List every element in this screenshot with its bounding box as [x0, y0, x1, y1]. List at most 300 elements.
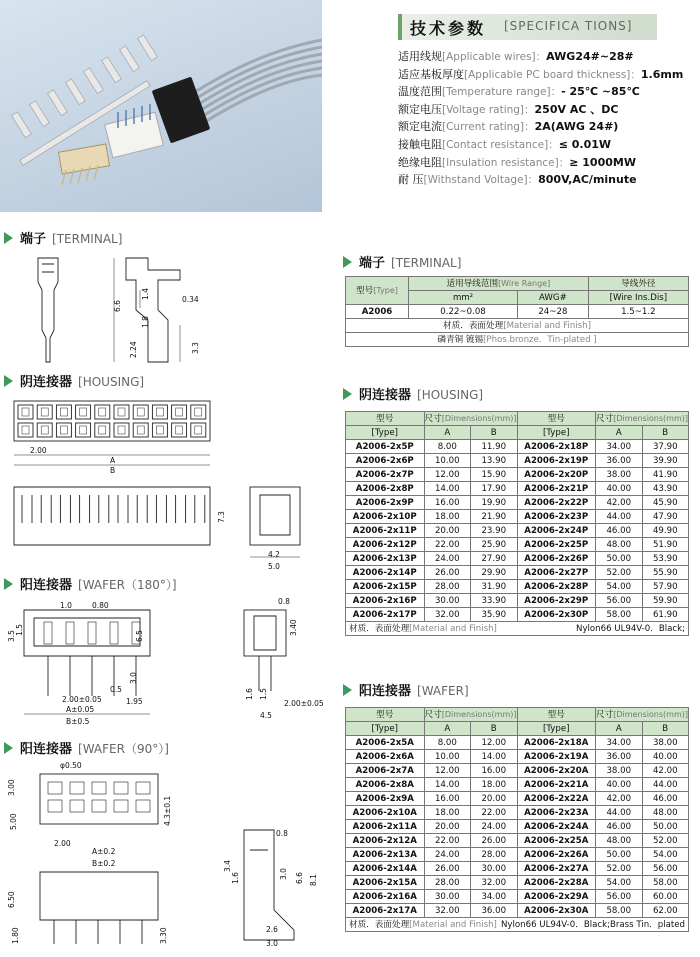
type-cell: A2006-2x27A [517, 862, 596, 876]
spec-label-en: [Voltage rating]： [442, 103, 535, 116]
housing-drawing [10, 395, 320, 570]
table-row [346, 890, 689, 904]
dim-cell: 58.00 [596, 608, 642, 622]
spec-value: 2A(AWG 24#) [534, 120, 619, 134]
wafer-table: 型号 尺寸[Dimensions(mm)] 型号 尺寸[Dimensions(mm)] [Type] A B [Type] A B A2006-2x5A 8.00 12.00 A2006-2x18A 34.00 38.00 A2006-2x6A 10.00 14.00 A2006-2x19A 36.00 40.00 A2006-2x7A 12.00 16.00 A2006-2x20A 38.00 42.00 A2006-2x8A 14.00 18.00 A2006-2x21A 40.00 44.00 A2006-2x9A 16.00 20.00 A2006-2x22A 42.00 46.00 A2006-2x10A 18.00 22.00 A2006-2x23A 44.00 48.00 A2006-2x11A 20.00 24.00 A2006-2x24A 46.00 50.00 A2006-2x12A 22.00 26.00 A2006-2x25A 48.00 52.00 A2006-2x13A 24.00 28.00 A2006-2x26A 50.00 54.00 A2006-2x14A 26.00 30.00 A2006-2x27A 52.00 56.00 A2006-2x15A 28.00 32.00 A2006-2x28A 54.00 58.00 A2006-2x16A 30.00 34.00 A2006-2x29A 56.00 60.00 A2006-2x17A 32.00 36.00 A2006-2x30A 58.00 62.00 材质．表面处理[Material and Finish] Nylon66 UL94V-0．Black;Brass Tin．plated [345, 707, 689, 932]
section-housing-cn: 阴连接器 [20, 375, 73, 390]
dim-cell: 56.00 [596, 594, 642, 608]
type-cell: A2006-2x23A [517, 806, 596, 820]
dim-cell: 45.90 [642, 496, 688, 510]
dim-cell: 32.00 [424, 904, 470, 918]
dim-cell: 50.00 [642, 820, 688, 834]
housing-material-row: 材质．表面处理[Material and Finish] Nylon66 UL94V-0．Black; [346, 622, 689, 636]
type-cell: A2006-2x7P [346, 468, 425, 482]
dim-cell: 59.90 [642, 594, 688, 608]
dim-cell: 34.00 [596, 736, 642, 750]
table-row [346, 538, 689, 552]
section-wafer180-heading [4, 574, 177, 593]
type-cell: A2006-2x17A [346, 904, 425, 918]
dim-cell: 11.90 [471, 440, 517, 454]
dimension-label: 0.34 [182, 295, 199, 304]
type-cell: A2006-2x8P [346, 482, 425, 496]
type-cell: A2006-2x5P [346, 440, 425, 454]
table-row [346, 468, 689, 482]
dimension-label: B±0.5 [66, 717, 90, 726]
dimension-label: φ0.50 [60, 761, 82, 770]
type-cell: A2006-2x28P [517, 580, 596, 594]
dim-cell: 32.00 [424, 608, 470, 622]
terminal-awg-header: AWG# [518, 291, 589, 305]
terminal-material-row: 材质．表面处理[Material and Finish] [346, 319, 689, 333]
dim-cell: 42.00 [642, 764, 688, 778]
type-cell: A2006-2x22P [517, 496, 596, 510]
dim-cell: 22.00 [424, 538, 470, 552]
dim-cell: 46.00 [596, 524, 642, 538]
dimension-label: 3.00 [7, 779, 16, 796]
dim-cell: 8.00 [424, 736, 470, 750]
housing-type-header-2: 型号 [517, 412, 596, 426]
dim-cell: 58.00 [642, 876, 688, 890]
dim-cell: 19.90 [471, 496, 517, 510]
type-cell: A2006-2x15P [346, 580, 425, 594]
section-wafer90-en: [WAFER（90°）] [78, 742, 169, 756]
table-wafer-title-en: [WAFER] [417, 684, 469, 698]
type-cell: A2006-2x9P [346, 496, 425, 510]
spec-label-en: [Current rating]： [442, 121, 535, 134]
dimension-label: 2.00±0.05 [284, 699, 324, 708]
dim-cell: 36.00 [596, 454, 642, 468]
table-row [346, 454, 689, 468]
type-cell: A2006-2x25P [517, 538, 596, 552]
dimension-label: 3.40 [289, 619, 298, 636]
dim-cell: 60.00 [642, 890, 688, 904]
type-cell: A2006-2x24P [517, 524, 596, 538]
table-row [346, 566, 689, 580]
type-cell: A2006-2x7A [346, 764, 425, 778]
table-housing-title-en: [HOUSING] [417, 388, 484, 402]
dimension-label: 3.0 [129, 672, 138, 684]
dim-cell: 38.00 [596, 468, 642, 482]
dim-cell: 21.90 [471, 510, 517, 524]
dimension-label: B±0.2 [92, 859, 116, 868]
dim-cell: 27.90 [471, 552, 517, 566]
section-housing-heading [4, 371, 144, 390]
dim-cell: 17.90 [471, 482, 517, 496]
dim-cell: 30.00 [424, 890, 470, 904]
dimension-label: 1.5 [15, 624, 24, 636]
dimension-label: 3.3 [191, 342, 200, 354]
wafer-type-header-1: 型号 [346, 708, 425, 722]
table-row [346, 524, 689, 538]
type-cell: A2006-2x10A [346, 806, 425, 820]
dimension-label: 0.5 [110, 685, 122, 694]
type-cell: A2006-2x24A [517, 820, 596, 834]
dim-cell: 48.00 [642, 806, 688, 820]
type-cell: A2006-2x19P [517, 454, 596, 468]
dim-cell: 28.00 [471, 848, 517, 862]
dim-cell: 40.00 [596, 482, 642, 496]
table-row [346, 510, 689, 524]
type-cell: A2006-2x25A [517, 834, 596, 848]
type-cell: A2006-2x29P [517, 594, 596, 608]
product-photo [0, 0, 322, 212]
table-row [346, 862, 689, 876]
table-terminal-title-en: [TERMINAL] [391, 256, 462, 270]
terminal-od-header: 导线外径 [588, 277, 688, 291]
spec-label-cn: 额定电压 [398, 102, 442, 116]
dim-cell: 44.00 [596, 806, 642, 820]
spec-value: ≤ 0.01W [558, 138, 612, 151]
dimension-label: 6.5 [135, 630, 144, 642]
terminal-mm2-header: mm² [409, 291, 518, 305]
table-row [346, 820, 689, 834]
table-wafer-heading [343, 680, 469, 699]
type-cell: A2006-2x20P [517, 468, 596, 482]
triangle-bullet-icon [4, 578, 13, 590]
spec-line [398, 48, 634, 64]
spec-value: 250V AC 、DC [534, 102, 619, 116]
terminal-range-header: 适用导线范围[Wire Range] [409, 277, 589, 291]
dim-cell: 39.90 [642, 454, 688, 468]
spec-label-en: [Withstand Voltage]： [423, 174, 539, 187]
dimension-label: 0.80 [92, 601, 109, 610]
triangle-bullet-icon [343, 388, 352, 400]
type-cell: A2006-2x8A [346, 778, 425, 792]
type-cell: A2006-2x29A [517, 890, 596, 904]
table-row [346, 778, 689, 792]
type-cell: A2006-2x6A [346, 750, 425, 764]
dim-cell: 46.00 [642, 792, 688, 806]
dimension-label: 5.0 [268, 562, 280, 571]
type-cell: A2006-2x14A [346, 862, 425, 876]
spec-line [398, 66, 683, 82]
dim-cell: 29.90 [471, 566, 517, 580]
dim-cell: 62.00 [642, 904, 688, 918]
spec-label-cn: 耐 压 [398, 173, 424, 187]
dimension-label: 2.00 [54, 839, 71, 848]
dim-cell: 24.00 [471, 820, 517, 834]
dimension-label: 4.2 [268, 550, 280, 559]
dimension-label: B [110, 466, 116, 475]
housing-dim-header-2: 尺寸[Dimensions(mm)] [596, 413, 688, 424]
dimension-label: 1.80 [11, 927, 20, 944]
dim-cell: 34.00 [596, 440, 642, 454]
dim-cell: 46.00 [596, 820, 642, 834]
dim-cell: 51.90 [642, 538, 688, 552]
dimension-label: 2.00 [30, 446, 47, 455]
spec-label-en: [Insulation resistance]： [442, 156, 570, 169]
section-terminal-heading [4, 228, 122, 247]
spec-value: ≥ 1000MW [569, 155, 636, 169]
dim-cell: 33.90 [471, 594, 517, 608]
spec-value: 1.6mm [640, 67, 684, 81]
dimension-label: 3.0 [279, 868, 288, 880]
spec-label-cn: 额定电流 [398, 120, 442, 134]
table-row [346, 876, 689, 890]
dimension-label: 2.6 [266, 925, 278, 934]
dim-cell: 35.90 [471, 608, 517, 622]
dim-cell: 54.00 [596, 580, 642, 594]
dim-cell: 20.00 [424, 820, 470, 834]
dim-cell: 38.00 [642, 736, 688, 750]
dim-cell: 10.00 [424, 750, 470, 764]
dim-cell: 28.00 [424, 580, 470, 594]
section-housing-en: [HOUSING] [78, 375, 145, 389]
dim-cell: 50.00 [596, 552, 642, 566]
type-cell: A2006-2x27P [517, 566, 596, 580]
dim-cell: 48.00 [596, 834, 642, 848]
dim-cell: 8.00 [424, 440, 470, 454]
terminal-dim-labels [113, 288, 200, 358]
table-row [346, 764, 689, 778]
dimension-label: 1.95 [126, 697, 143, 706]
type-cell: A2006-2x14P [346, 566, 425, 580]
spec-label-cn: 温度范围 [398, 85, 442, 99]
dimension-label: 6.6 [113, 300, 122, 312]
table-row [346, 580, 689, 594]
spec-line [398, 136, 611, 152]
dim-cell: 28.00 [424, 876, 470, 890]
dim-cell: 57.90 [642, 580, 688, 594]
section-terminal-cn: 端子 [20, 232, 47, 247]
dimension-label: A±0.05 [66, 705, 95, 714]
type-cell: A2006-2x28A [517, 876, 596, 890]
dimension-label: 6.50 [7, 891, 16, 908]
dim-cell: 25.90 [471, 538, 517, 552]
type-cell: A2006-2x21P [517, 482, 596, 496]
table-row [346, 496, 689, 510]
type-cell: A2006-2x22A [517, 792, 596, 806]
type-cell: A2006-2x30A [517, 904, 596, 918]
dim-cell: 30.00 [471, 862, 517, 876]
dimension-label: 2.24 [129, 341, 138, 358]
type-cell: A2006-2x12P [346, 538, 425, 552]
dim-cell: 16.00 [424, 792, 470, 806]
dim-cell: 34.00 [471, 890, 517, 904]
dim-cell: 53.90 [642, 552, 688, 566]
dimension-label: 1.6 [245, 688, 254, 700]
dimension-label: 0.8 [278, 597, 290, 606]
wafer180-drawing [4, 596, 324, 726]
dimension-label: 5.00 [9, 813, 18, 830]
table-row [346, 608, 689, 622]
type-cell: A2006-2x19A [517, 750, 596, 764]
section-wafer180-en: [WAFER（180°）] [78, 578, 177, 592]
terminal-table [345, 276, 689, 347]
dim-cell: 50.00 [596, 848, 642, 862]
product-photo-illustration [0, 0, 322, 212]
type-cell: A2006-2x26A [517, 848, 596, 862]
dim-cell: 31.90 [471, 580, 517, 594]
dim-cell: 18.00 [471, 778, 517, 792]
triangle-bullet-icon [4, 232, 13, 244]
dim-cell: 56.00 [642, 862, 688, 876]
dim-cell: 24.00 [424, 552, 470, 566]
table-row [346, 904, 689, 918]
dim-cell: 32.00 [471, 876, 517, 890]
dimension-label: 7.3 [217, 511, 226, 523]
spec-value: AWG24#~28# [546, 50, 634, 63]
dim-cell: 40.00 [642, 750, 688, 764]
dimension-label: 0.8 [276, 829, 288, 838]
spec-value: - 25℃ ~85℃ [561, 85, 640, 99]
table-housing-heading [343, 384, 483, 403]
wafer-dim-header-2: 尺寸[Dimensions(mm)] [596, 709, 688, 720]
dim-cell: 15.90 [471, 468, 517, 482]
spec-label-cn: 接触电阻 [398, 138, 442, 151]
spec-label-cn: 适应基板厚度 [398, 67, 464, 81]
triangle-bullet-icon [4, 742, 13, 754]
housing-type-header-1: 型号 [346, 412, 425, 426]
dim-cell: 54.00 [596, 876, 642, 890]
dim-cell: 37.90 [642, 440, 688, 454]
spec-line [398, 83, 640, 99]
wafer-dim-header-1: 尺寸[Dimensions(mm)] [424, 709, 517, 720]
dim-cell: 24.00 [424, 848, 470, 862]
spec-label-en: [Temperature range]： [442, 86, 562, 99]
dim-cell: 42.00 [596, 792, 642, 806]
dim-cell: 26.00 [471, 834, 517, 848]
dim-cell: 20.00 [471, 792, 517, 806]
spec-line [398, 118, 618, 134]
housing-table: 型号 尺寸[Dimensions(mm)] 型号 尺寸[Dimensions(mm)] [Type] A B [Type] A B A2006-2x5P 8.00 11.90 A2006-2x18P 34.00 37.90 A2006-2x6P 10.00 13.90 A2006-2x19P 36.00 39.90 A2006-2x7P 12.00 15.90 A2006-2x20P 38.00 41.90 A2006-2x8P 14.00 17.90 A2006-2x21P 40.00 43.90 A2006-2x9P 16.00 19.90 A2006-2x22P 42.00 45.90 A2006-2x10P 18.00 21.90 A2006-2x23P 44.00 47.90 A2006-2x11P 20.00 23.90 A2006-2x24P 46.00 49.90 A2006-2x12P 22.00 25.90 A2006-2x25P 48.00 51.90 A2006-2x13P 24.00 27.90 A2006-2x26P 50.00 53.90 A2006-2x14P 26.00 29.90 A2006-2x27P 52.00 55.90 A2006-2x15P 28.00 31.90 A2006-2x28P 54.00 57.90 A2006-2x16P 30.00 33.90 A2006-2x29P 56.00 59.90 A2006-2x17P 32.00 35.90 A2006-2x30P 58.00 61.90 材质．表面处理[Material and Finish] Nylon66 UL94V-0．Black; [345, 411, 689, 636]
dimension-label: 1.8 [141, 316, 150, 328]
terminal-drawing [30, 250, 230, 365]
dimension-label: 2.00±0.05 [62, 695, 102, 704]
type-cell: A2006-2x16P [346, 594, 425, 608]
dim-cell: 36.00 [471, 904, 517, 918]
spec-title-cn: 技术参数 [410, 19, 487, 38]
dim-cell: 48.00 [596, 538, 642, 552]
dim-cell: 61.90 [642, 608, 688, 622]
table-terminal-heading [343, 252, 461, 271]
table-row: A2006 0.22~0.08 24~28 1.5~1.2 [346, 305, 689, 319]
type-cell: A2006-2x12A [346, 834, 425, 848]
dim-cell: 42.00 [596, 496, 642, 510]
dim-cell: 14.00 [424, 482, 470, 496]
type-cell: A2006-2x9A [346, 792, 425, 806]
type-cell: A2006-2x16A [346, 890, 425, 904]
type-cell: A2006-2x23P [517, 510, 596, 524]
wafer-type-header-2: 型号 [517, 708, 596, 722]
dimension-label: 1.6 [231, 872, 240, 884]
dim-cell: 14.00 [471, 750, 517, 764]
dim-cell: 10.00 [424, 454, 470, 468]
type-cell: A2006-2x21A [517, 778, 596, 792]
triangle-bullet-icon [4, 375, 13, 387]
dim-cell: 30.00 [424, 594, 470, 608]
triangle-bullet-icon [343, 256, 352, 268]
dim-cell: 44.00 [596, 510, 642, 524]
dim-cell: 22.00 [471, 806, 517, 820]
dim-cell: 23.90 [471, 524, 517, 538]
dimension-label: A±0.2 [92, 847, 116, 856]
dim-cell: 36.00 [596, 750, 642, 764]
spec-label-cn: 绝缘电阻 [398, 155, 442, 169]
dimension-label: 8.1 [309, 874, 318, 886]
type-cell: A2006-2x11P [346, 524, 425, 538]
terminal-finish-row: 磷青铜 镀锡[Phos.bronze．Tin-plated ] [346, 333, 689, 347]
table-housing-title-cn: 阴连接器 [359, 388, 412, 403]
dimension-label: 1.4 [141, 288, 150, 300]
dim-cell: 52.00 [596, 566, 642, 580]
type-cell: A2006-2x6P [346, 454, 425, 468]
table-row [346, 806, 689, 820]
table-row [346, 834, 689, 848]
dim-cell: 22.00 [424, 834, 470, 848]
dimension-label: 3.4 [223, 860, 232, 872]
wafer90-drawing [4, 760, 324, 950]
dim-cell: 47.90 [642, 510, 688, 524]
type-cell: A2006-2x13A [346, 848, 425, 862]
table-wafer-title-cn: 阳连接器 [359, 684, 412, 699]
dim-cell: 38.00 [596, 764, 642, 778]
section-terminal-en: [TERMINAL] [52, 232, 123, 246]
section-wafer90-heading [4, 738, 169, 757]
dimension-label: 4.3±0.1 [163, 795, 172, 826]
table-row [346, 750, 689, 764]
dim-cell: 26.00 [424, 566, 470, 580]
type-cell: A2006-2x15A [346, 876, 425, 890]
spec-line [398, 171, 637, 187]
dimension-label: 4.5 [260, 711, 272, 720]
dim-cell: 52.00 [596, 862, 642, 876]
dimension-label: 1.5 [259, 688, 268, 700]
dim-cell: 13.90 [471, 454, 517, 468]
dim-cell: 18.00 [424, 510, 470, 524]
type-cell: A2006-2x5A [346, 736, 425, 750]
type-cell: A2006-2x20A [517, 764, 596, 778]
type-cell: A2006-2x18P [517, 440, 596, 454]
spec-title-bar [398, 14, 657, 40]
housing-dim-header-1: 尺寸[Dimensions(mm)] [424, 413, 517, 424]
dim-cell: 12.00 [424, 468, 470, 482]
dim-cell: 16.00 [424, 496, 470, 510]
type-cell: A2006-2x11A [346, 820, 425, 834]
terminal-od-en-header: [Wire Ins.Dis] [588, 291, 688, 305]
type-cell: A2006-2x30P [517, 608, 596, 622]
table-row [346, 594, 689, 608]
dim-cell: 58.00 [596, 904, 642, 918]
dim-cell: 54.00 [642, 848, 688, 862]
wafer-material-row: 材质．表面处理[Material and Finish] Nylon66 UL94V-0．Black;Brass Tin．plated [346, 918, 689, 932]
dim-cell: 14.00 [424, 778, 470, 792]
table-row [346, 792, 689, 806]
section-wafer90-cn: 阳连接器 [20, 742, 73, 757]
dim-cell: 55.90 [642, 566, 688, 580]
dim-cell: 41.90 [642, 468, 688, 482]
dim-cell: 12.00 [424, 764, 470, 778]
dimension-label: 3.30 [159, 927, 168, 944]
dim-cell: 56.00 [596, 890, 642, 904]
table-terminal-title-cn: 端子 [359, 256, 386, 271]
dim-cell: 26.00 [424, 862, 470, 876]
dim-cell: 43.90 [642, 482, 688, 496]
dimension-label: A [110, 456, 116, 465]
dim-cell: 49.90 [642, 524, 688, 538]
spec-label-en: [Contact resistance]： [442, 139, 559, 151]
dim-cell: 12.00 [471, 736, 517, 750]
spec-line [398, 154, 636, 170]
type-cell: A2006-2x18A [517, 736, 596, 750]
dimension-label: 6.6 [295, 872, 304, 884]
table-row [346, 440, 689, 454]
dim-cell: 16.00 [471, 764, 517, 778]
section-wafer180-cn: 阳连接器 [20, 578, 73, 593]
type-cell: A2006-2x13P [346, 552, 425, 566]
table-row [346, 848, 689, 862]
spec-label-en: [Applicable wires]： [442, 51, 547, 63]
